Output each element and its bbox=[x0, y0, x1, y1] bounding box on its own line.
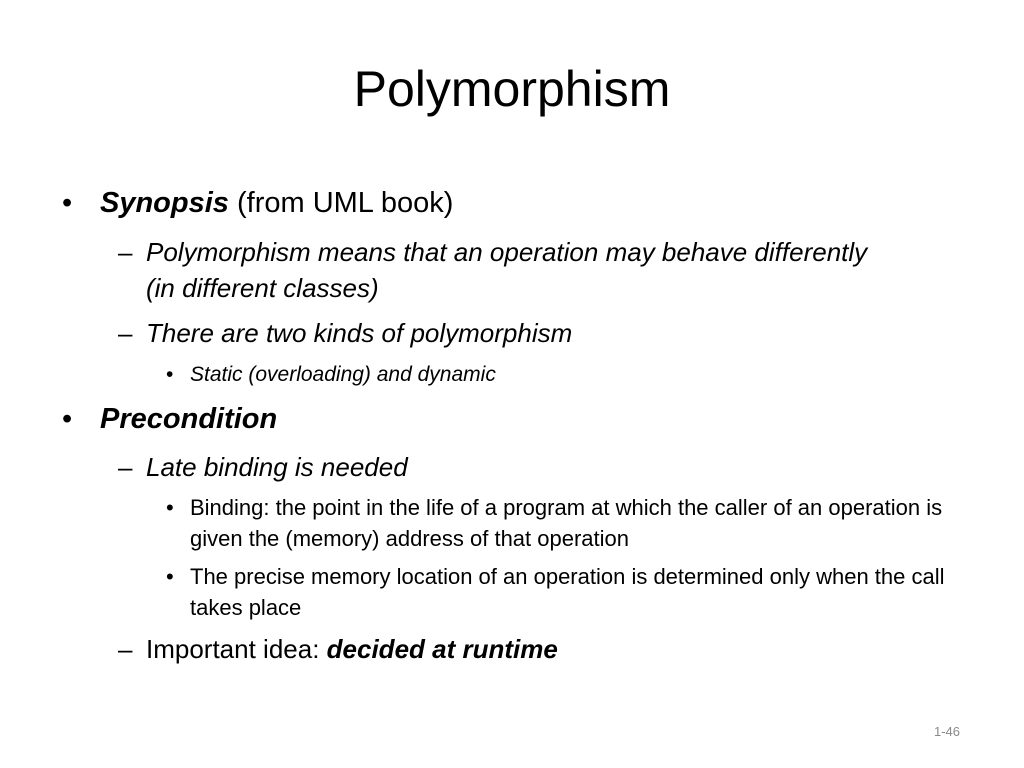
bullet-bold-label: Synopsis bbox=[100, 187, 229, 219]
slide-title: Polymorphism bbox=[353, 61, 671, 117]
page-number: 1-46 bbox=[933, 724, 960, 739]
bullet-marker: • bbox=[62, 187, 73, 219]
bullet-marker: • bbox=[166, 564, 174, 589]
bullet-late-binding: Late binding is needed bbox=[146, 452, 408, 482]
bullet-memory-location: The precise memory location of an operation is determined only when the call takes place bbox=[190, 564, 945, 620]
bullet-marker: • bbox=[166, 495, 174, 520]
bullet-text: (from UML book) bbox=[228, 187, 454, 219]
bullet-marker: – bbox=[118, 237, 133, 267]
bullet-marker: • bbox=[62, 403, 73, 435]
bullet-static-dynamic: Static (overloading) and dynamic bbox=[190, 363, 496, 386]
bullet-marker: – bbox=[118, 318, 133, 348]
bullet-marker: – bbox=[118, 634, 133, 664]
bullet-two-kinds: There are two kinds of polymorphism bbox=[146, 318, 573, 348]
bullet-important-idea bbox=[146, 631, 926, 667]
bullet-marker: • bbox=[166, 363, 174, 386]
bullet-text: Important idea: bbox=[146, 634, 327, 664]
bullet-marker: – bbox=[118, 452, 133, 482]
bullet-polymorphism-definition: Polymorphism means that an operation may behave differently (in different classes) bbox=[146, 237, 868, 303]
bullet-precondition: Precondition bbox=[100, 403, 278, 435]
bullet-emphasis: decided at runtime bbox=[326, 634, 558, 664]
bullet-binding-definition: Binding: the point in the life of a program at which the caller of an operation is given the (memory) address of that operation bbox=[190, 495, 943, 551]
bullet-synopsis bbox=[100, 186, 980, 220]
